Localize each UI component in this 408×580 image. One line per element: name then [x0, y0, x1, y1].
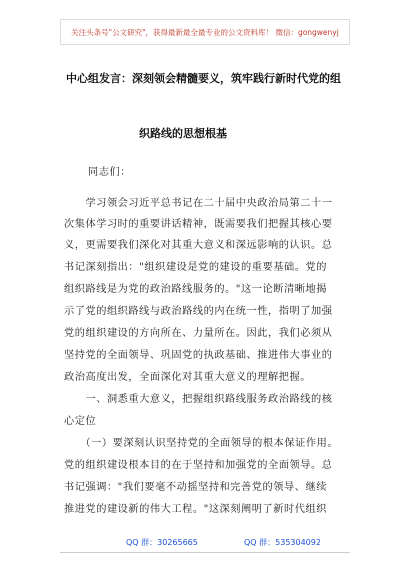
body-line: 组织路线是为党的政治路线服务的。"这一论断清晰地揭 — [64, 284, 327, 295]
body-line: 示了党的组织路线与政治路线的内在统一性，指明了加强 — [64, 306, 333, 317]
document-title-line-1: 中心组发言：深刻领会精髓要义，筑牢践行新时代党的组 — [66, 72, 341, 85]
body-line: 推进党的建设新的伟大工程。"这深刻阐明了新时代组织 — [64, 504, 327, 515]
body-line: 同志们： — [88, 167, 131, 178]
body-line: 学习领会习近平总书记在二十届中央政治局第二十一 — [64, 198, 333, 209]
header-banner — [60, 19, 350, 45]
body-line: 次集体学习时的重要讲话精神，既需要我们把握其核心要 — [64, 219, 333, 230]
body-line: 政治高度出发，全面深化对其重大意义的理解把握。 — [64, 372, 311, 383]
document-title-line-2: 织路线的思想根基 — [139, 127, 227, 140]
body-line: 党的组织建设根本目的在于坚持和加强党的全面领导。总 — [64, 460, 333, 471]
body-line: 义，更需要我们深化对其重大意义和深远影响的认识。总 — [64, 240, 333, 251]
footer — [0, 537, 408, 551]
body-line: 书记深刻指出："组织建设是党的建设的重要基础。党的 — [64, 262, 327, 273]
body-line: 书记强调："我们要毫不动摇坚持和完善党的领导、继续 — [64, 482, 327, 493]
body-line: 心定位 — [64, 416, 97, 427]
footer-divider — [60, 552, 350, 553]
qq-group-link-1[interactable]: QQ 群：30265665 — [126, 538, 198, 547]
body-line: 一、洞悉重大意义，把握组织路线服务政治路线的核 — [64, 394, 333, 405]
body-line: 坚持党的全面领导、巩固党的执政基础、推进伟大事业的 — [64, 350, 333, 361]
header-banner-text: 关注头条号"公文研究"，获得最新最全最专业的公文资料库！ 微信：gongwenyj — [71, 27, 339, 37]
qq-group-link-2[interactable]: QQ 群：535304092 — [244, 538, 321, 547]
body-line: （一）要深刻认识坚持党的全面领导的根本保证作用。 — [64, 438, 339, 449]
body-line: 党的组织建设的方向所在、力量所在。因此，我们必须从 — [64, 328, 333, 339]
